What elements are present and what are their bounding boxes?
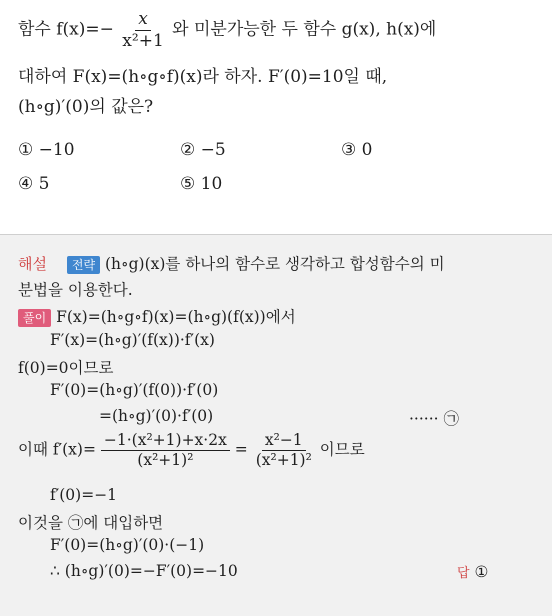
fraction-denominator: x²+1: [122, 30, 164, 51]
strategy-text: (h∘g)(x)를 하나의 함수로 생각하고 합성함수의 미: [104, 255, 445, 273]
choice-1[interactable]: [18, 140, 75, 160]
strategy-text-2: 분법을 이용한다.: [18, 281, 133, 299]
solve-line-1: [18, 305, 296, 327]
choice-label: ⑤: [180, 174, 196, 194]
fraction-numerator: x: [135, 10, 151, 31]
solve-line-4: F′(0)=(h∘g)′(f(0))·f′(0): [50, 381, 219, 399]
answer-value: ①: [474, 563, 489, 581]
solution-panel: [0, 235, 552, 616]
solve-line-7: f′(0)=−1: [50, 486, 118, 504]
choice-value: −10: [38, 140, 75, 160]
choice-value: −5: [200, 140, 226, 160]
fraction: [119, 10, 166, 50]
solve-line-6: [18, 432, 365, 469]
equation-tag: ······ ㉠: [409, 410, 459, 428]
problem-line-3: (h∘g)′(0)의 값은?: [18, 97, 154, 117]
choice-value: 10: [200, 174, 223, 194]
strategy-badge: 전략: [67, 256, 100, 274]
solve-text: 이므로: [319, 440, 365, 459]
solve-line-2: F′(x)=(h∘g)′(f(x))·f′(x): [50, 331, 215, 349]
solve-badge: 풀이: [18, 309, 51, 327]
choice-label: ①: [18, 140, 34, 160]
solve-line-8: 이것을 ㉠에 대입하면: [18, 514, 164, 532]
problem-line-2: 대하여 F(x)=(h∘g∘f)(x)라 하자. F′(0)=10일 때,: [18, 67, 388, 87]
fraction-denominator: (x²+1)²: [255, 451, 312, 470]
fraction-numerator: −1·(x²+1)+x·2x: [101, 432, 230, 451]
answer-badge: 답: [457, 566, 470, 581]
problem-text: 와 미분가능한 두 함수 g(x), h(x)에: [172, 19, 437, 40]
choice-label: ④: [18, 174, 34, 194]
choice-value: 0: [361, 140, 373, 160]
solve-text: 이때 f′(x)=: [18, 440, 96, 459]
solve-line-10: ∴ (h∘g)′(0)=−F′(0)=−10: [50, 562, 238, 580]
answer: [457, 562, 488, 581]
problem-line-1: [18, 10, 436, 50]
fraction-denominator: (x²+1)²: [137, 451, 194, 470]
strategy-line: [18, 252, 445, 274]
solve-text: F(x)=(h∘g∘f)(x)=(h∘g)(f(x))에서: [56, 308, 296, 326]
fraction-numerator: x²−1: [262, 432, 306, 451]
solve-line-3: f(0)=0이므로: [18, 359, 114, 377]
solution-header: 해설: [18, 255, 47, 273]
problem-text: 함수 f(x)=−: [18, 19, 114, 40]
choice-value: 5: [38, 174, 50, 194]
fraction: [101, 432, 230, 469]
fraction: [253, 432, 315, 469]
solve-line-9: F′(0)=(h∘g)′(0)·(−1): [50, 536, 205, 554]
choice-2[interactable]: [180, 140, 226, 160]
solve-line-5: =(h∘g)′(0)·f′(0): [99, 407, 214, 425]
choice-3[interactable]: [341, 140, 372, 160]
choice-label: ②: [180, 140, 196, 160]
choice-4[interactable]: [18, 174, 49, 194]
choice-5[interactable]: [180, 174, 222, 194]
choice-label: ③: [341, 140, 357, 160]
equals-sign: =: [234, 440, 248, 459]
